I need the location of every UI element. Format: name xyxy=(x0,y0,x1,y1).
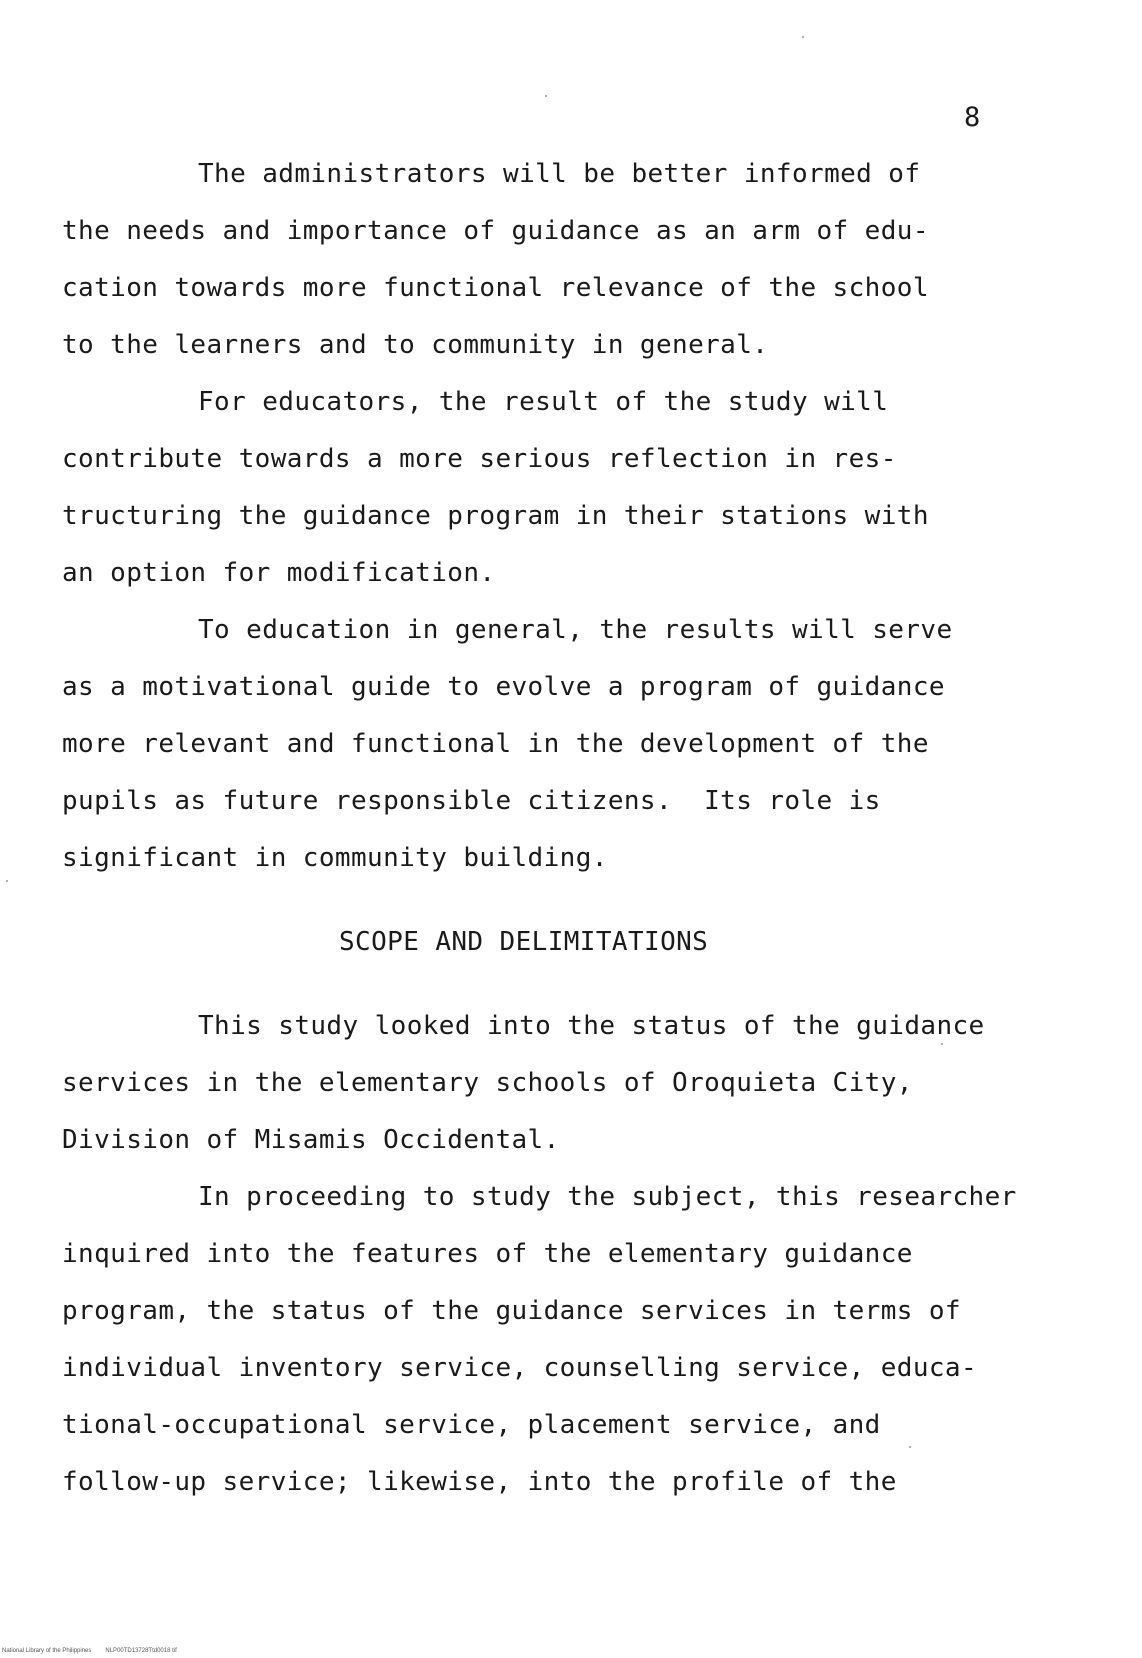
paragraph-line: significant in community building. xyxy=(62,843,608,873)
paragraph-line: Division of Misamis Occidental. xyxy=(62,1125,560,1155)
scan-speck xyxy=(545,95,547,97)
footer-library: National Library of the Philippines xyxy=(2,1648,92,1654)
section-heading: SCOPE AND DELIMITATIONS xyxy=(339,927,709,957)
paragraph-line: more relevant and functional in the development of the xyxy=(62,729,929,759)
paragraph-line: tructuring the guidance program in their stations with xyxy=(62,501,929,531)
paragraph-line: cation towards more functional relevance of the school xyxy=(62,273,929,303)
paragraph-line: the needs and importance of guidance as an arm of edu- xyxy=(62,216,929,246)
paragraph-line: The administrators will be better informed of xyxy=(198,159,921,189)
paragraph-line: To education in general, the results will serve xyxy=(198,615,953,645)
paragraph-line: services in the elementary schools of Oroquieta City, xyxy=(62,1068,913,1098)
paragraph-line: program, the status of the guidance services in terms of xyxy=(62,1296,961,1326)
scan-footer xyxy=(2,1647,177,1655)
paragraph-line: as a motivational guide to evolve a program of guidance xyxy=(62,672,945,702)
scan-speck xyxy=(6,880,8,882)
scan-speck xyxy=(909,1446,911,1448)
paragraph-line: contribute towards a more serious reflection in res- xyxy=(62,444,897,474)
paragraph-line: to the learners and to community in general. xyxy=(62,330,769,360)
paragraph-line: inquired into the features of the elementary guidance xyxy=(62,1239,913,1269)
paragraph-line: an option for modification. xyxy=(62,558,496,588)
paragraph-line: In proceeding to study the subject, this researcher xyxy=(198,1182,1017,1212)
paragraph-line: pupils as future responsible citizens. Its role is xyxy=(62,786,881,816)
paragraph-line: tional-occupational service, placement service, and xyxy=(62,1410,881,1440)
paragraph-line: For educators, the result of the study will xyxy=(198,387,889,417)
scan-speck xyxy=(802,36,804,38)
scan-speck xyxy=(941,1043,943,1045)
paragraph-line: This study looked into the status of the guidance xyxy=(198,1011,985,1041)
footer-file: NLP00TD13728Ttd0018 tif xyxy=(105,1648,177,1654)
paragraph-line: individual inventory service, counselling service, educa- xyxy=(62,1353,978,1383)
page-number: 8 xyxy=(964,102,981,133)
paragraph-line: follow-up service; likewise, into the profile of the xyxy=(62,1467,897,1497)
